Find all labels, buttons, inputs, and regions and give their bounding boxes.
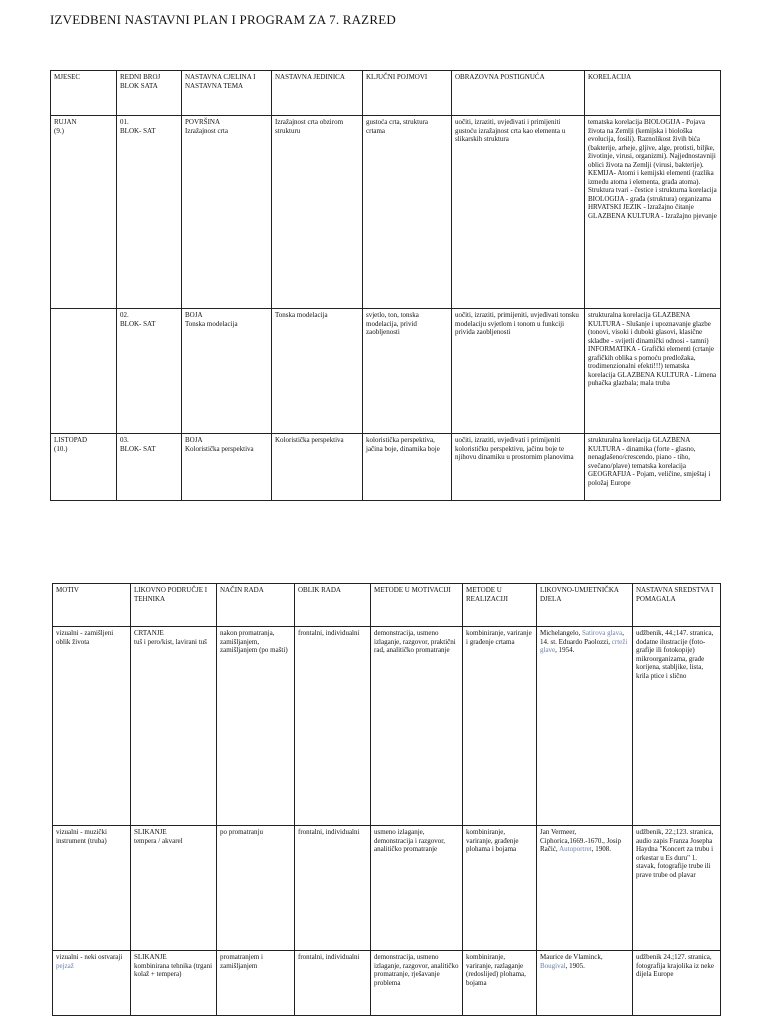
cell-unit-topic: BOJA Koloristička perspektiva — [182, 434, 272, 501]
cell-correlation: strukturalna korelacija GLAZBENA KULTURA - Slušanje i upoznavanje glazbe (tonovi, visoki i duboki glasovi, klasične skladbe - svijetli dinamički odnosi - tamni) INFORMATIKA - Grafički elementi (crtanje grafičkih oblika s pomoću predložaka, trodimenzionalni efekti!!!) tematska korelacija GLAZBENA KULTURA - Limena puhačka glazbala; mala truba — [585, 309, 721, 434]
cell-artworks: Jan Vermeer, Ciphorica,1669.-1670., Josip Račić, Autoportret, 1908. — [537, 826, 633, 951]
table-row — [53, 951, 721, 1016]
cell-artworks: Maurice de Vlaminck, Bougival, 1905. — [537, 951, 633, 1016]
cell-realization-methods: kombiniranje, variranje, građenje plohama i bojama — [463, 826, 537, 951]
col-header-work-form: OBLIK RADA — [295, 584, 371, 627]
cell-correlation: tematska korelacija BIOLOGIJA - Pojava života na Zemlji (kemijska i biološka evolucija, fosili). Raznolikost živih bića (bakterije, arheje, gljive, alge, protisti, biljke, životinje, virusi, organizmi). Najjednostavniji oblici života na Zemlji (virusi, bakterije). KEMIJA- Atomi i kemijski elementi (razlika između atoma i elementa, građa atoma). Struktura tvari - čestice i strukturna korelacija BIOLOGIJA - građa (struktura) organizama HRVATSKI JEZIK - Izražajno čitanje GLAZBENA KULTURA - Izražajno pjevanje — [585, 116, 721, 309]
cell-outcomes: uočiti, izraziti, uvjeđivati i primijeniti kolorističku perspektivu, jačinu boje te njihovu dinamiku u prostornim planovima — [452, 434, 585, 501]
cell-outcomes: uočiti, izraziti, uvjeđivati i primijeniti gustoću izražajnost crta kao elementa u slikarskih struktura — [452, 116, 585, 309]
cell-work-method: nakon promatranja, zamišljanjem, zamišljanjem (po mašti) — [217, 627, 295, 826]
artwork-title: crteži glave — [540, 637, 628, 655]
cell-lesson: Koloristička perspektiva — [272, 434, 363, 501]
col-header-outcomes: OBRAZOVNA POSTIGNUĆA — [452, 71, 585, 116]
cell-motif: vizualni - neki ostvaraji pejzaž — [53, 951, 131, 1016]
cell-realization-methods: kombiniranje, variranje, razlaganje (redoslijed) plohama, bojama — [463, 951, 537, 1016]
table-row — [53, 627, 721, 826]
cell-work-form: frontalni, individualni — [295, 951, 371, 1016]
cell-block-number: 02. BLOK- SAT — [117, 309, 182, 434]
artwork-title: Satirova glava — [582, 629, 623, 637]
cell-key-terms: svjetlo, ton, tonska modelacija, privid zaobljenosti — [363, 309, 452, 434]
col-header-teaching-aids: NASTAVNA SREDSTVA I POMAGALA — [633, 584, 721, 627]
cell-key-terms: koloristička perspektiva, jačina boje, dinamika boje — [363, 434, 452, 501]
table-row — [51, 309, 721, 434]
cell-unit-topic: POVRŠINA Izražajnost crta — [182, 116, 272, 309]
artwork-title: Autoportret — [559, 845, 592, 854]
cell-teaching-aids: udžbenik, 22.;123. stranica, audio zapis Franza Josepha Haydna "Koncert za trubu i orkestar u Es duru" 1. stavak, fotografije trube ili prave trube od plavar — [633, 826, 721, 951]
cell-work-form: frontalni, individualni — [295, 826, 371, 951]
cell-unit-topic: BOJA Tonska modelacija — [182, 309, 272, 434]
cell-realization-methods: kombiniranje, variranje i građenje crtama — [463, 627, 537, 826]
table-row — [53, 826, 721, 951]
cell-block-number: 03. BLOK- SAT — [117, 434, 182, 501]
col-header-unit-topic: NASTAVNA CJELINA I NASTAVNA TEMA — [182, 71, 272, 116]
cell-area-technique: CRTANJE tuš i pero/kist, lavirani tuš — [131, 627, 217, 826]
cell-artworks: Michelangelo, Satirova glava, 14. st. Eduardo Paolozzi, crteži glave, 1954. — [537, 627, 633, 826]
cell-area-technique: SLIKANJE kombinirana tehnika (trgani kolaž + tempera) — [131, 951, 217, 1016]
cell-work-method: po promatranju — [217, 826, 295, 951]
cell-motif: vizualni - zamišljeni oblik života — [53, 627, 131, 826]
col-header-motivation-methods: METODE U MOTIVACIJI — [371, 584, 463, 627]
cell-motivation-methods: demonstracija, usmeno izlaganje, razgovor, analitičko promatranje, rješavanje problema — [371, 951, 463, 1016]
document-title: IZVEDBENI NASTAVNI PLAN I PROGRAM ZA 7. RAZRED — [50, 12, 396, 27]
cell-block-number: 01. BLOK- SAT — [117, 116, 182, 309]
methods-table — [52, 583, 721, 1016]
col-header-block-number: REDNI BROJ BLOK SATA — [117, 71, 182, 116]
cell-key-terms: gustoća crta, struktura crtama — [363, 116, 452, 309]
col-header-work-method: NAČIN RADA — [217, 584, 295, 627]
cell-correlation: strukturalna korelacija GLAZBENA KULTURA - dinamika (forte - glasno, nenaglašeno/crescendo, piano - tiho, svečano/plave) tematska korelacija GEOGRAFIJA - Pojam, veličine, smještaj i položaj Europe — [585, 434, 721, 501]
cell-outcomes: uočiti, izraziti, primijeniti, uvjeđivati tonsku modelaciju svjetlom i tonom u funkciji privida zaobljenosti — [452, 309, 585, 434]
cell-area-technique: SLIKANJE tempera / akvarel — [131, 826, 217, 951]
col-header-artworks: LIKOVNO-UMJETNIČKA DJELA — [537, 584, 633, 627]
cell-work-method: promatranjem i zamišljanjem — [217, 951, 295, 1016]
cell-lesson: Tonska modelacija — [272, 309, 363, 434]
cell-motivation-methods: usmeno izlaganje, demonstracija i razgovor, analitičko promatranje — [371, 826, 463, 951]
cell-teaching-aids: udžbenik 24.;127. stranica, fotografija krajolika iz neke dijela Europe — [633, 951, 721, 1016]
cell-month — [51, 309, 117, 434]
col-header-month: MJESEC — [51, 71, 117, 116]
table-row — [51, 434, 721, 501]
col-header-correlation: KORELACIJA — [585, 71, 721, 116]
methods-table-header-row — [53, 584, 721, 627]
col-header-motif: MOTIV — [53, 584, 131, 627]
cell-motif: vizualni - muzički instrument (truba) — [53, 826, 131, 951]
col-header-lesson: NASTAVNA JEDINICA — [272, 71, 363, 116]
cell-motivation-methods: demonstracija, usmeno izlaganje, razgovor, praktični rad, analitičko promatranje — [371, 627, 463, 826]
cell-teaching-aids: udžbenik, 44.;147. stranica, dodatne ilustracije (foto-grafije ili fotokopije) mikroorganizama, građe korijena, stabljike, lista, krila ptice i slično — [633, 627, 721, 826]
cell-month: LISTOPAD (10.) — [51, 434, 117, 501]
col-header-realization-methods: METODE U REALIZACIJI — [463, 584, 537, 627]
col-header-key-terms: KLJUČNI POJMOVI — [363, 71, 452, 116]
plan-table-header-row — [51, 71, 721, 116]
cell-lesson: Izražajnost crta obzirom strukturu — [272, 116, 363, 309]
artwork-title: Bougival — [540, 961, 566, 970]
plan-table — [50, 70, 721, 501]
col-header-area-technique: LIKOVNO PODRUČJE I TEHNIKA — [131, 584, 217, 627]
cell-work-form: frontalni, individualni — [295, 627, 371, 826]
cell-month: RUJAN (9.) — [51, 116, 117, 309]
table-row — [51, 116, 721, 309]
